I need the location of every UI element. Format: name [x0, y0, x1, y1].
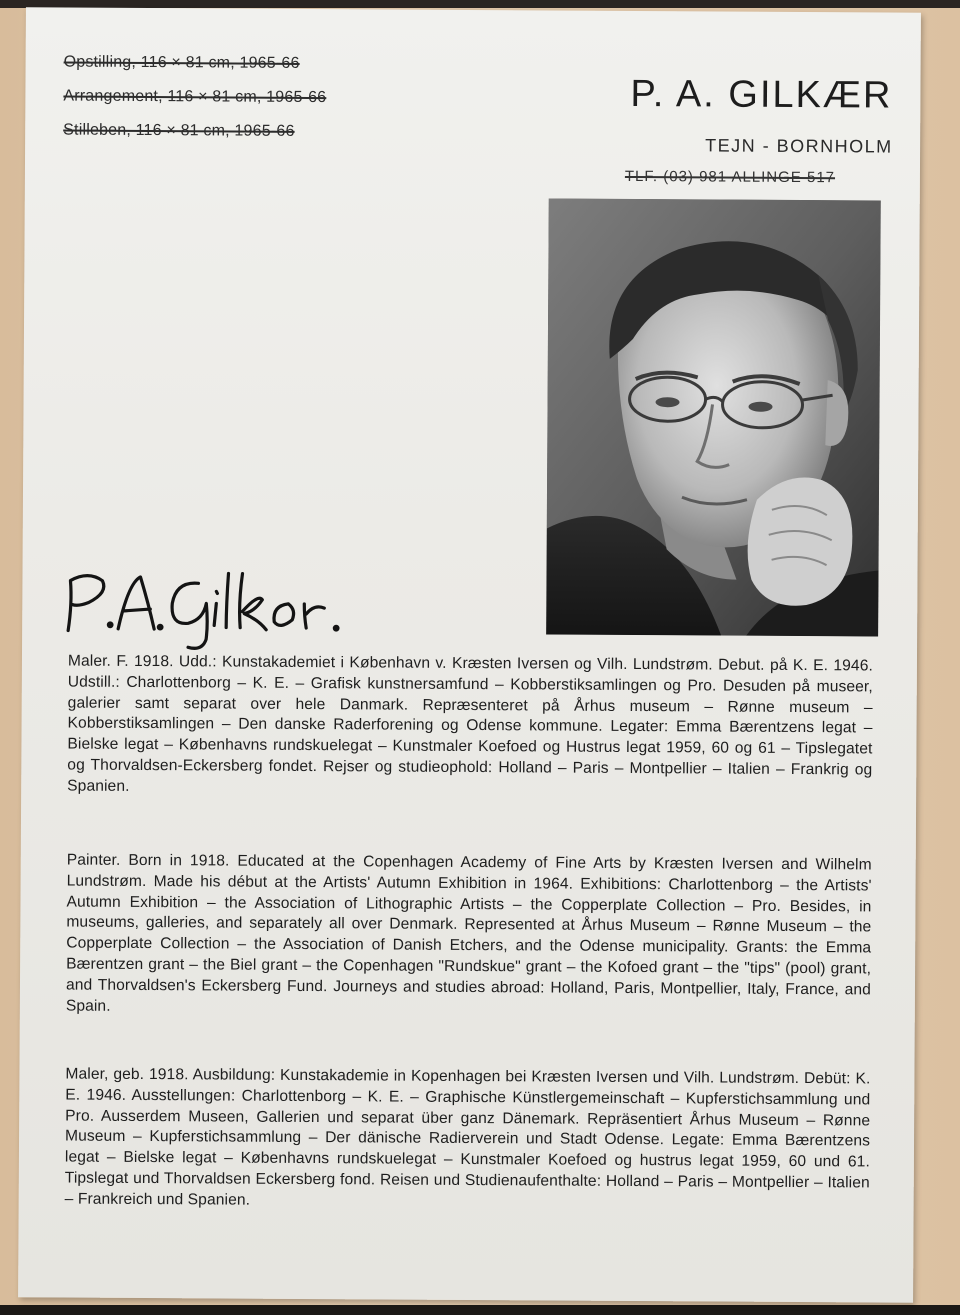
struck-title-3: Stilleben, 116 × 81 cm, 1965-66: [63, 121, 295, 140]
portrait-photo: [546, 198, 881, 636]
bio-danish: Maler. F. 1918. Udd.: Kunstakademiet i København v. Kræsten Iversen og Vilh. Lundstrøm. Debut. på K. E. 1946. Udstill.: Charlottenborg – K. E. – Grafisk kunstnersamfund – Kobberstiksamlingen og Pro. Desuden på museer, galerier samt separat over hele Danmark. Repræsenteret på Århus museum – Rønne museum – Kobberstiksamlingen – Den danske Raderforening og Odense kommune. Legater: Emma Bærentzens legat – Bielske legat – Københavns rundskuelegat – Kunstmaler Koefoed og Hustrus legat 1959, 60 og 61 – Tipslegatet og Thorvaldsen-Eckersberg fondet. Rejser og studieophold: Holland – Paris – Montpellier – Italien – Frankrig og Spanien.: [67, 652, 873, 795]
struck-title-1: Opstilling, 116 × 81 cm, 1965-66: [63, 53, 300, 72]
top-edge: [0, 0, 960, 8]
bottom-edge: [0, 1305, 960, 1315]
signature-icon: [58, 562, 379, 654]
struck-title-2: Arrangement, 116 × 81 cm, 1965-66: [63, 87, 327, 107]
artist-location: TEJN - BORNHOLM: [705, 135, 893, 157]
portrait-photo-icon: [546, 198, 881, 636]
artist-name: P. A. GILKÆR: [630, 72, 893, 117]
artist-signature: [58, 562, 379, 654]
bio-german: Maler, geb. 1918. Ausbildung: Kunstakademie in Kopenhagen bei Kræsten Iversen und Vilh. Lundstrøm. Debüt: K. E. 1946. Ausstellungen: Charlottenborg – K. E. – Graphische Künstlergemeinschaft – Kupferstichsammlung und Pro. Ausserdem Museen, Gallerien und separat über ganz Dänemark. Repräsentiert Århus Museum – Rønne Museum – Kupferstichsammlung – Der dänische Radierverein und Stadt Odense. Legate: Emma Bærentzens legat – Bielske legat – Københavns rundskuelegat – Kunstmaler Koefoed og hustrus legat 1959, 60 und 61. Tipslegat und Thorvaldsen Eckersberg fond. Reisen und Studienaufenthalte: Holland – Paris – Montpellier – Italien – Frankreich und Spanien.: [64, 1065, 871, 1209]
artist-info-sheet: [18, 7, 921, 1302]
struck-phone: TLF. (03) 981 ALLINGE 517: [624, 167, 836, 187]
bio-english: Painter. Born in 1918. Educated at the Copenhagen Academy of Fine Arts by Kræsten Iversen and Wilhelm Lundstrøm. Made his début at the Artists' Autumn Exhibition in 1964. Exhibitions: Charlottenborg – the Artists' Autumn Exhibition – the Association of Lithographic Artists – the Copperplate Collection – Pro. Besides, in museums, galleries, and separately all over Denmark. Represented at Århus Museum – Rønne Museum – the Copperplate Collection – the Association of Danish Etchers, and the Odense municipality. Grants: the Emma Bærentzen grant – the Biel grant – the Copenhagen "Rundskue" grant – the Kofoed grant – the "tips" (pool) grant, and Thorvaldsen's Eckersberg Fund. Journeys and studies abroad: Holland, Paris, Montpellier, Italy, France, and Spain.: [65, 851, 872, 1015]
